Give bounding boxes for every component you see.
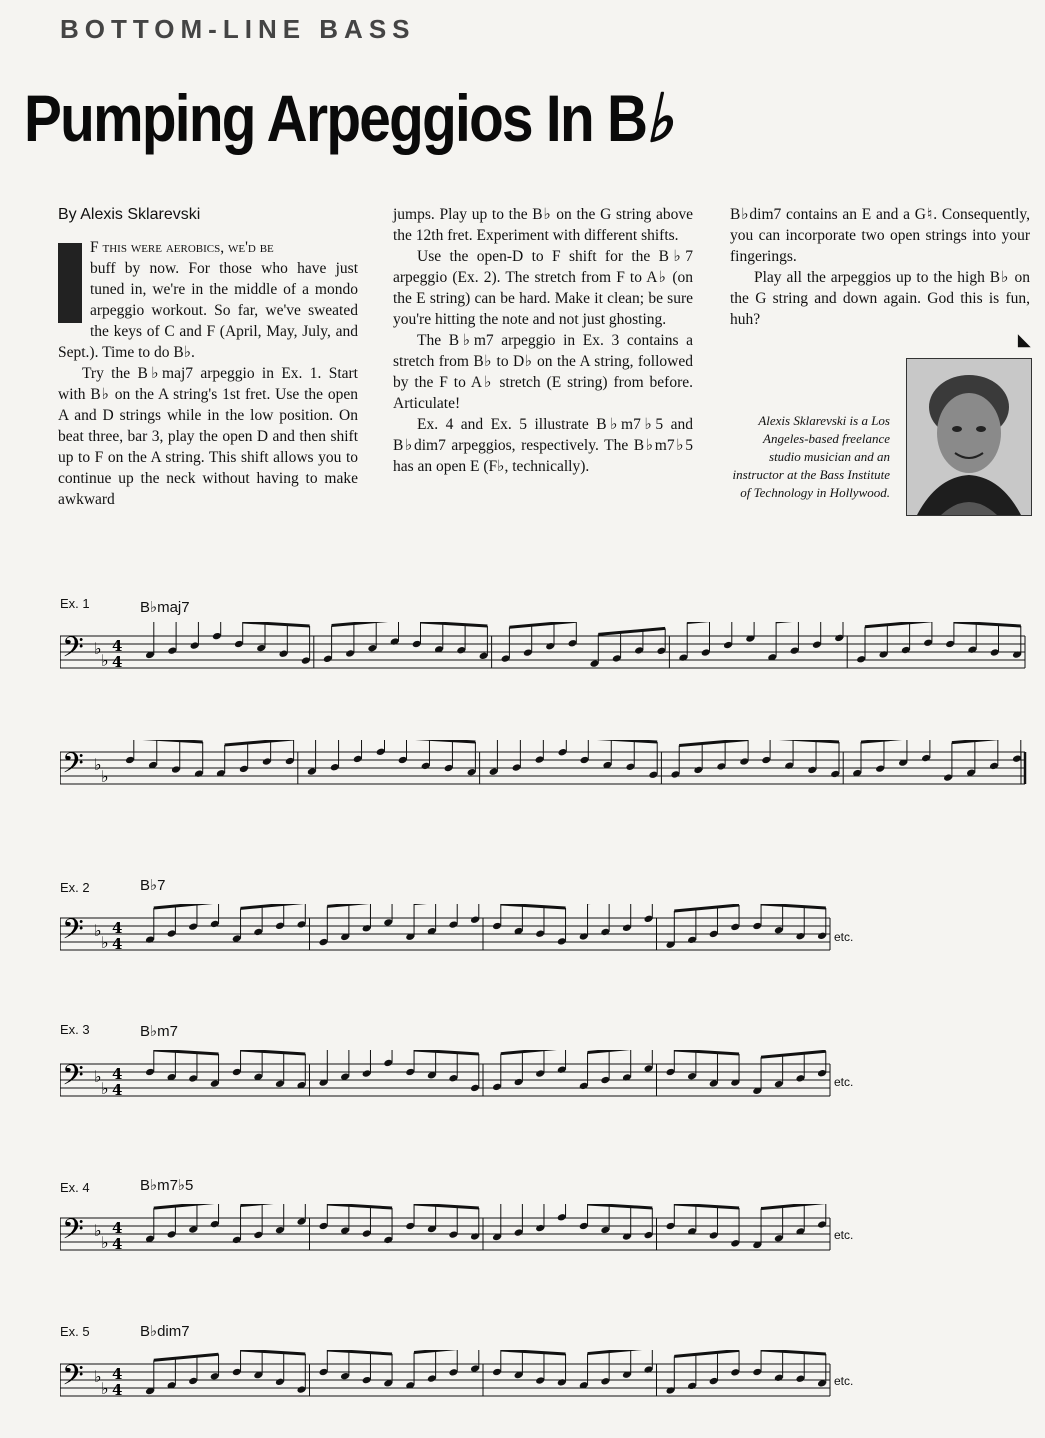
column-3 — [730, 204, 1030, 351]
beam — [674, 905, 739, 911]
staff-ex1-line2 — [60, 740, 1030, 800]
time-signature: 4 — [112, 653, 123, 671]
beam — [154, 1204, 219, 1208]
beam — [679, 740, 748, 746]
beam — [509, 622, 576, 627]
beam — [327, 1204, 392, 1208]
paragraph: jumps. Play up to the B♭ on the G string above the 12th fret. Experiment with different shifts. — [393, 206, 693, 244]
staff-ex2 — [60, 904, 1030, 974]
time-signature: 4 — [112, 1219, 123, 1237]
staff-ex1-line1 — [60, 622, 1030, 692]
beam — [588, 1204, 653, 1208]
bass-clef-icon: 𝄢 — [62, 747, 84, 787]
beam — [327, 1350, 392, 1354]
author-bio: Alexis Sklarevski is a Los Angeles-based freelance studio musician and an instructor at the Bass Institute of Technology in Hollywood. — [732, 413, 890, 500]
chord-symbol: B♭m7 — [140, 1023, 178, 1040]
staff-ex4 — [60, 1204, 1030, 1274]
time-signature: 4 — [112, 1381, 123, 1399]
drop-cap — [58, 243, 82, 323]
beam — [954, 622, 1021, 626]
beam — [134, 740, 203, 742]
beam — [598, 628, 665, 634]
beam — [501, 1350, 566, 1354]
bass-clef-icon: 𝄢 — [62, 1359, 84, 1399]
key-signature-flat-icon: ♭ — [101, 1379, 109, 1398]
paragraph: Play all the arpeggios up to the high B♭ on the G string and down again. God this is fun, huh? — [730, 269, 1030, 328]
beam — [588, 1350, 653, 1354]
example-label: Ex. 4 — [60, 1180, 90, 1195]
beam — [501, 1050, 566, 1054]
portrait-image — [907, 359, 1031, 515]
beam — [414, 1204, 479, 1208]
bass-clef-icon: 𝄢 — [62, 913, 84, 953]
beam — [865, 622, 932, 627]
time-signature: 4 — [112, 1081, 123, 1099]
column-2 — [393, 204, 693, 477]
beam — [414, 1350, 479, 1353]
lead-in: F this were aerobics, we'd be — [90, 239, 274, 256]
staff-ex5 — [60, 1350, 1030, 1420]
beam — [241, 904, 306, 908]
etc-label: etc. — [834, 1228, 854, 1242]
beam — [421, 622, 488, 626]
etc-label: etc. — [834, 930, 854, 944]
bass-clef-icon: 𝄢 — [62, 1213, 84, 1253]
column-1 — [58, 204, 358, 510]
key-signature-flat-icon: ♭ — [94, 639, 102, 658]
etc-label: etc. — [834, 1374, 854, 1388]
beam — [241, 1350, 306, 1354]
paragraph: The B♭m7 arpeggio in Ex. 3 contains a stretch from B♭ to D♭ on the A string, followed by the F to A♭ stretch (E string) from before. Articulate! — [393, 332, 693, 412]
key-signature-flat-icon: ♭ — [94, 1067, 102, 1086]
beam — [241, 1204, 306, 1206]
beam — [407, 740, 476, 742]
article-title: Pumping Arpeggios In B♭ — [24, 81, 672, 155]
bass-clef-icon: 𝄢 — [62, 1059, 84, 1099]
chord-symbol: B♭m7♭5 — [140, 1177, 194, 1194]
paragraph: B♭dim7 contains an E and a G♮. Consequently, you can incorporate two open strings into your fingerings. — [730, 206, 1030, 265]
time-signature: 4 — [112, 1235, 123, 1253]
time-signature: 4 — [112, 1365, 123, 1383]
paragraph: buff by now. For those who have just tuned in, we're in the middle of a mondo arpeggio workout. So far, we've sweated the keys of C and F (April, May, July, and Sept.). Time to do B♭. — [58, 260, 358, 361]
key-signature-flat-icon: ♭ — [94, 1367, 102, 1386]
beam — [243, 622, 310, 626]
beam — [588, 1050, 653, 1052]
beam — [588, 740, 657, 742]
beam — [861, 740, 930, 742]
beam — [154, 904, 219, 908]
beam — [225, 740, 294, 745]
beam — [761, 1350, 826, 1354]
beam — [770, 740, 839, 742]
paragraph: Use the open-D to F shift for the B♭7 arpeggio (Ex. 2). The stretch from F to A♭ (on the E string) can be hard. Make it clean; be sure you're hitting the note and not just ghosting. — [393, 248, 693, 328]
time-signature: 4 — [112, 935, 123, 953]
beam — [332, 622, 399, 626]
beam — [241, 1050, 306, 1054]
beam — [154, 1354, 219, 1360]
example-label: Ex. 5 — [60, 1324, 90, 1339]
key-signature-flat-icon: ♭ — [101, 767, 109, 786]
key-signature-flat-icon: ♭ — [94, 755, 102, 774]
beam — [761, 904, 826, 908]
key-signature-flat-icon: ♭ — [101, 1233, 109, 1252]
staff-ex3 — [60, 1050, 1030, 1120]
byline: By Alexis Sklarevski — [58, 206, 201, 223]
key-signature-flat-icon: ♭ — [94, 921, 102, 940]
beam — [761, 1051, 826, 1057]
beam — [674, 1204, 739, 1208]
beam — [674, 1050, 739, 1054]
example-label: Ex. 2 — [60, 880, 90, 895]
beam — [501, 904, 566, 908]
example-label: Ex. 3 — [60, 1022, 90, 1037]
time-signature: 4 — [112, 919, 123, 937]
key-signature-flat-icon: ♭ — [101, 1079, 109, 1098]
beam — [414, 1050, 479, 1054]
beam — [952, 740, 1021, 743]
beam — [154, 1050, 219, 1054]
key-signature-flat-icon: ♭ — [101, 933, 109, 952]
chord-symbol: B♭dim7 — [140, 1323, 190, 1340]
section-kicker: BOTTOM-LINE BASS — [60, 14, 416, 44]
time-signature: 4 — [112, 1065, 123, 1083]
paragraph: Ex. 4 and Ex. 5 illustrate B♭m7♭5 and B♭dim7 arpeggios, respectively. The B♭m7♭5 has an open E (F♭, technically). — [393, 416, 693, 475]
chord-symbol: B♭maj7 — [140, 599, 190, 616]
beam — [327, 904, 392, 906]
author-photo — [906, 358, 1032, 516]
key-signature-flat-icon: ♭ — [94, 1221, 102, 1240]
bass-clef-icon: 𝄢 — [62, 631, 84, 671]
time-signature: 4 — [112, 637, 123, 655]
beam — [687, 622, 754, 623]
key-signature-flat-icon: ♭ — [101, 651, 109, 670]
chord-symbol: B♭7 — [140, 877, 166, 894]
example-label: Ex. 1 — [60, 596, 90, 611]
paragraph: Try the B♭maj7 arpeggio in Ex. 1. Start with B♭ on the A string's 1st fret. Use the open A and D strings while in the low position. On beat three, bar 3, play the open D and then shift up to F on the A string. This shift allows you to continue up the neck without having to make awkward — [58, 365, 358, 508]
beam — [761, 1204, 826, 1209]
etc-label: etc. — [834, 1075, 854, 1089]
end-mark-icon: ◣ — [1018, 332, 1030, 349]
beam — [674, 1350, 739, 1356]
